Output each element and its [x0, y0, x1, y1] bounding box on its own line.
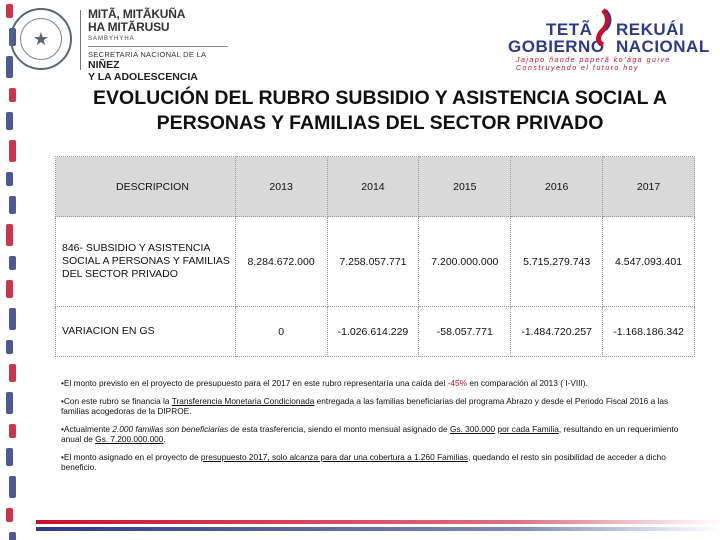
- table-cell: 7.258.057.771: [327, 217, 419, 307]
- strip-mark: [6, 112, 13, 130]
- gobierno-nacional-logo: [508, 12, 708, 72]
- note-underlined: Gs. 300.000: [449, 424, 496, 434]
- note-text: •El monto previsto en el proyecto de presupuesto para el 2017 en este rubro representaría una caída del: [61, 378, 448, 388]
- note-text: •El monto asignado en el proyecto de: [61, 452, 201, 462]
- note-item: [61, 452, 697, 472]
- strip-mark: [9, 196, 16, 214]
- note-underlined: por cada Familia: [497, 424, 559, 434]
- logo-line1: MITÃ, MITÃKUÑA: [88, 7, 186, 21]
- secretaria-logo: [88, 8, 228, 83]
- table-cell: 4.547.093.401: [603, 217, 695, 307]
- row-label: VARIACION EN GS: [56, 307, 236, 357]
- table-cell: -58.057.771: [419, 307, 511, 357]
- note-item: [61, 424, 697, 444]
- logo-line5: NIÑEZ: [88, 59, 120, 71]
- note-italic: 2.000 familias son beneficiarias: [112, 424, 229, 434]
- logo-word-teta: TETÃ: [546, 20, 593, 39]
- flag-strip-decoration: [0, 0, 26, 540]
- note-text: •Con este rubro se financia la: [61, 396, 172, 406]
- logo-word-gobierno: GOBIERNO: [508, 37, 605, 56]
- flag-swoosh-icon: [594, 8, 612, 46]
- row-label: 846- SUBSIDIO Y ASISTENCIA SOCIAL A PERSONAS Y FAMILIAS DEL SECTOR PRIVADO: [56, 217, 236, 307]
- note-text: de esta trasferencia, siendo el monto mensual asignado de: [228, 424, 450, 434]
- logo-slogan: [516, 57, 671, 73]
- strip-mark: [6, 172, 13, 186]
- strip-mark: [9, 364, 16, 382]
- note-underlined: presupuesto 2017, solo alcanza para dar una cobertura a 1.260 Familias: [200, 452, 468, 462]
- logo-line4: SECRETARIA NACIONAL DE LA: [88, 46, 228, 59]
- note-text: , resultando en un requerimiento anual de: [61, 424, 679, 444]
- strip-mark: [9, 424, 16, 438]
- header-year: 2015: [419, 157, 511, 217]
- star-icon: ★: [32, 29, 50, 49]
- strip-mark: [9, 476, 16, 498]
- note-item: [61, 378, 697, 388]
- header-year: 2017: [603, 157, 695, 217]
- note-text: .: [163, 434, 166, 444]
- strip-mark: [6, 340, 13, 354]
- strip-mark: [9, 532, 16, 540]
- logo-divider: [80, 10, 81, 70]
- note-underlined: Transferencia Monetaria Condicionada: [171, 396, 315, 406]
- note-text: entregada a las familias beneficiarias del programa Abrazo y desde el Periodo Fiscal 2016 a las familias acogedoras de la DIPROE.: [61, 396, 669, 416]
- notes-list: [61, 378, 697, 480]
- header-year: 2014: [327, 157, 419, 217]
- title-line2: PERSONAS Y FAMILIAS DEL SECTOR PRIVADO: [156, 112, 604, 134]
- note-text: , quedando el resto sin posibilidad de acceder a dicho beneficio.: [61, 452, 666, 472]
- strip-mark: [6, 280, 13, 298]
- strip-mark: [6, 224, 13, 246]
- strip-mark: [6, 508, 13, 522]
- logo-line2: HA MITÃRUSU: [88, 20, 170, 34]
- footer-flag-bar: [36, 520, 720, 532]
- table-cell: -1.484.720.257: [511, 307, 603, 357]
- note-text: •Actualmente: [61, 424, 113, 434]
- strip-mark: [9, 88, 16, 102]
- header-year: 2016: [511, 157, 603, 217]
- logo-line3: SAMBYHYHA: [88, 36, 135, 42]
- note-highlight: -45%: [447, 378, 468, 388]
- slogan-line2: Construyendo el futuro hoy: [516, 65, 640, 72]
- strip-mark: [9, 140, 16, 162]
- table-header-row: [56, 157, 695, 217]
- page-title: [60, 86, 700, 136]
- title-line1: EVOLUCIÓN DEL RUBRO SUBSIDIO Y ASISTENCIA SOCIAL A: [93, 87, 667, 109]
- table-row: [56, 217, 695, 307]
- strip-mark: [6, 392, 13, 414]
- header-year: 2013: [235, 157, 327, 217]
- strip-mark: [6, 448, 13, 466]
- header-description: DESCRIPCION: [56, 157, 236, 217]
- note-text: en comparación al 2013 ( I-VIII).: [467, 378, 588, 388]
- table-cell: 8.284.672.000: [235, 217, 327, 307]
- table-cell: 5.715.279.743: [511, 217, 603, 307]
- note-underlined: Gs. 7.200.000.000: [95, 434, 164, 444]
- slogan-line1: Jajapo ñande paperã ko'ága guive: [516, 57, 671, 64]
- table-cell: -1.026.614.229: [327, 307, 419, 357]
- strip-mark: [6, 4, 13, 18]
- table-cell: -1.168.186.342: [603, 307, 695, 357]
- national-seal-logo: [10, 8, 72, 70]
- logo-word-rekuai: REKUÁI: [616, 20, 685, 39]
- logo-word-nacional: NACIONAL: [616, 37, 710, 56]
- strip-mark: [9, 308, 16, 330]
- budget-table: [55, 156, 695, 357]
- table-cell: 7.200.000.000: [419, 217, 511, 307]
- note-item: [61, 396, 697, 416]
- table-row: [56, 307, 695, 357]
- logo-line6: Y LA ADOLESCENCIA: [88, 71, 198, 83]
- table-cell: 0: [235, 307, 327, 357]
- strip-mark: [9, 256, 16, 270]
- strip-mark: [6, 56, 13, 78]
